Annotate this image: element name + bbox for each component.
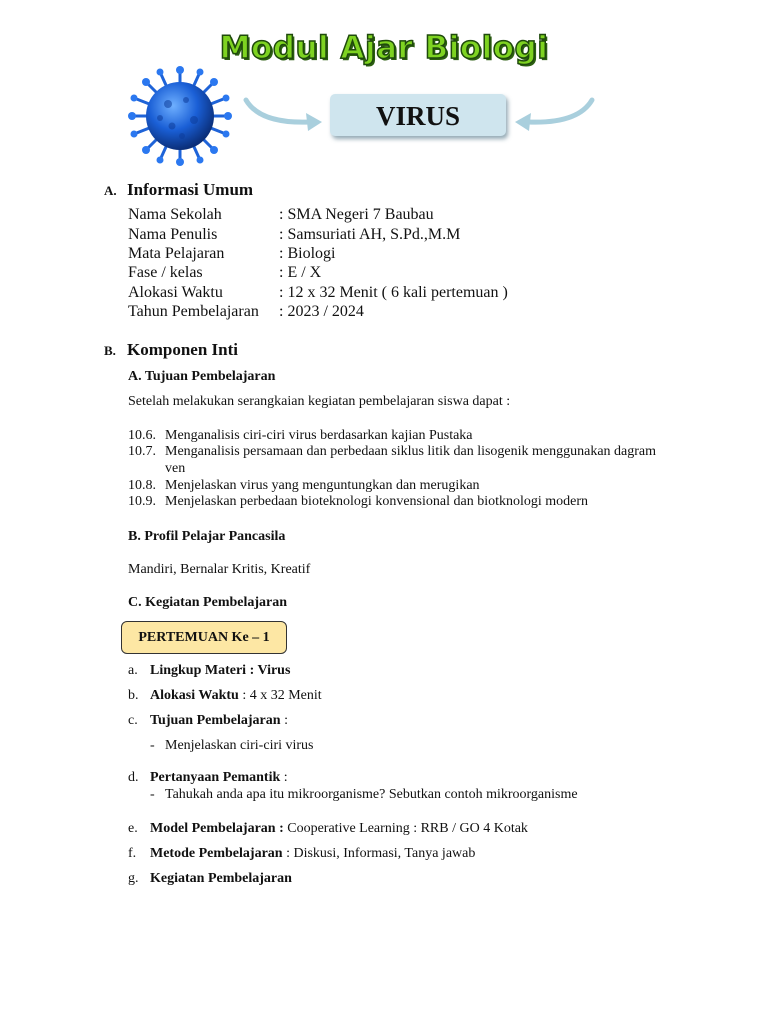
info-row — [128, 226, 648, 246]
item-marker: c. — [128, 713, 138, 728]
list-item — [128, 444, 728, 478]
list-item-number: 10.6. — [128, 428, 156, 443]
kegiatan-heading: C. Kegiatan Pembelajaran — [128, 595, 288, 610]
info-label: Nama Sekolah — [128, 206, 222, 223]
bullet-item — [150, 787, 710, 805]
kegiatan-item — [128, 770, 728, 788]
bullet-text: Menjelaskan ciri-ciri virus — [165, 738, 314, 753]
list-item-number: 10.9. — [128, 494, 156, 509]
tujuan-intro: Setelah melakukan serangkaian kegiatan pembelajaran siswa dapat : — [128, 394, 511, 409]
item-label: Pertanyaan Pemantik — [150, 770, 281, 785]
info-label: Mata Pelajaran — [128, 245, 225, 262]
left-arrow-icon — [240, 94, 324, 134]
info-label: Nama Penulis — [128, 226, 218, 243]
tujuan-heading: A. Tujuan Pembelajaran — [128, 369, 276, 384]
section-b-title: Komponen Inti — [127, 340, 238, 359]
right-arrow-icon — [512, 94, 598, 134]
item-value: : — [280, 713, 288, 728]
virus-illustration-icon — [124, 64, 236, 168]
list-item-text: Menganalisis persamaan dan perbedaan siklus litik dan lisogenik menggunakan dagram — [165, 444, 657, 459]
item-value: Cooperative Learning : RRB / GO 4 Kotak — [283, 821, 528, 836]
item-marker: e. — [128, 821, 138, 836]
item-marker: d. — [128, 770, 139, 785]
section-b-heading — [104, 340, 404, 362]
virus-topic-box: VIRUS — [330, 94, 506, 136]
info-label: Fase / kelas — [128, 264, 203, 281]
section-a-marker: A. — [104, 183, 117, 198]
info-value: : Biologi — [279, 245, 336, 262]
bullet-item — [150, 738, 710, 756]
info-value: : Samsuriati AH, S.Pd.,M.M — [279, 226, 461, 243]
info-row — [128, 303, 648, 323]
info-row — [128, 284, 648, 304]
info-row — [128, 245, 648, 265]
info-value: : 12 x 32 Menit ( 6 kali pertemuan ) — [279, 284, 508, 301]
item-label: Alokasi Waktu — [150, 688, 239, 703]
dash-bullet: - — [150, 738, 155, 753]
section-a-title: Informasi Umum — [127, 180, 254, 199]
dash-bullet: - — [150, 787, 155, 802]
info-label: Tahun Pembelajaran — [128, 303, 259, 320]
list-item-text: Menjelaskan virus yang menguntungkan dan merugikan — [165, 478, 480, 493]
item-label: Lingkup Materi : Virus — [150, 663, 291, 678]
item-label: Kegiatan Pembelajaran — [150, 871, 292, 886]
info-label: Alokasi Waktu — [128, 284, 223, 301]
section-b-marker: B. — [104, 343, 116, 358]
item-value: : — [280, 770, 288, 785]
kegiatan-item — [128, 846, 728, 864]
item-value: : Diskusi, Informasi, Tanya jawab — [282, 846, 476, 861]
list-item-text: Menganalisis ciri-ciri virus berdasarkan kajian Pustaka — [165, 428, 473, 443]
kegiatan-item — [128, 688, 728, 706]
item-marker: g. — [128, 871, 139, 886]
kegiatan-item — [128, 871, 728, 889]
info-value: : E / X — [279, 264, 322, 281]
info-row — [128, 206, 648, 226]
item-label: Metode Pembelajaran — [150, 846, 283, 861]
list-item-text: Menjelaskan perbedaan bioteknologi konvensional dan biotknologi modern — [165, 494, 589, 509]
info-value: : SMA Negeri 7 Baubau — [279, 206, 434, 223]
item-marker: f. — [128, 846, 137, 861]
module-title-wordart: Modul Ajar Biologi — [219, 30, 549, 66]
list-item-number: 10.8. — [128, 478, 156, 493]
item-marker: b. — [128, 688, 139, 703]
list-item — [128, 494, 728, 512]
profil-heading: B. Profil Pelajar Pancasila — [128, 529, 286, 544]
item-marker: a. — [128, 663, 138, 678]
info-row — [128, 264, 648, 284]
profil-text: Mandiri, Bernalar Kritis, Kreatif — [128, 562, 311, 577]
list-item-number: 10.7. — [128, 444, 156, 459]
item-label: Model Pembelajaran : — [150, 821, 284, 836]
meeting-badge: PERTEMUAN Ke – 1 — [121, 621, 287, 654]
kegiatan-item — [128, 713, 728, 731]
kegiatan-item — [128, 663, 728, 681]
list-item-text-continued: ven — [165, 461, 186, 476]
section-a-heading — [104, 180, 404, 202]
item-label: Tujuan Pembelajaran — [150, 713, 281, 728]
bullet-text: Tahukah anda apa itu mikroorganisme? Sebutkan contoh mikroorganisme — [165, 787, 578, 802]
info-value: : 2023 / 2024 — [279, 303, 364, 320]
item-value: : 4 x 32 Menit — [238, 688, 322, 703]
kegiatan-item — [128, 821, 728, 839]
